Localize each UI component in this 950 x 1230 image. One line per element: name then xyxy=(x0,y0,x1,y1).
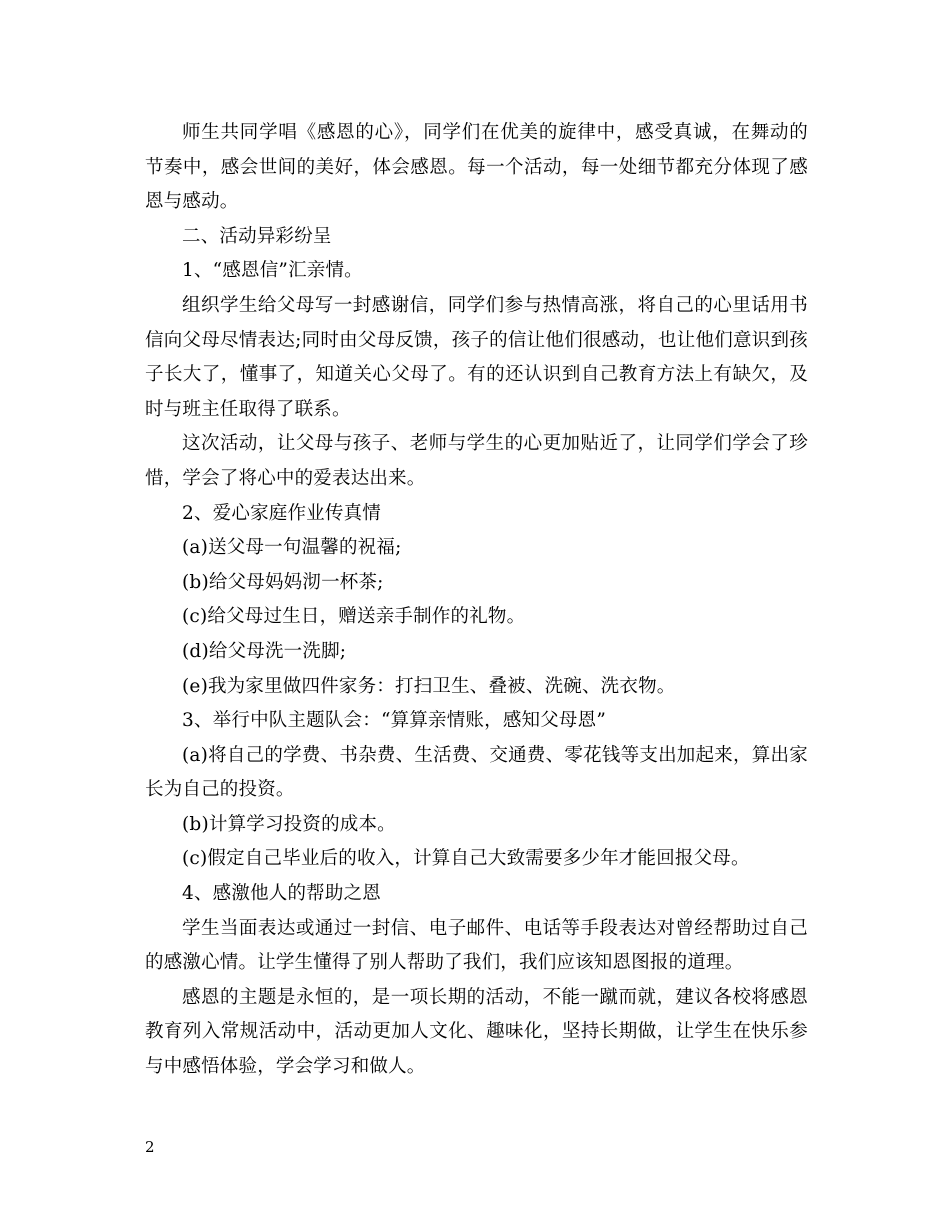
list-item-homework-b: (b)给父母妈妈沏一杯茶; xyxy=(182,571,384,593)
list-item-meeting-c: (c)假定自己毕业后的收入，计算自己大致需要多少年才能回报父母。 xyxy=(182,848,750,870)
paragraph-activity-result: 这次活动，让父母与孩子、老师与学生的心更加贴近了，让同学们学会了珍惜，学会了将心中的爱表达出来。 xyxy=(145,433,808,489)
section-heading-activities: 二、活动异彩纷呈 xyxy=(182,225,332,247)
document-body xyxy=(145,116,808,1085)
list-item-meeting-a: (a)将自己的学费、书杂费、生活费、交通费、零花钱等支出加起来，算出家长为自己的投资。 xyxy=(145,744,808,801)
paragraph-gratitude-help: 学生当面表达或通过一封信、电子邮件、电话等手段表达对曾经帮助过自己的感激心情。让学生懂得了别人帮助了我们，我们应该知恩图报的道理。 xyxy=(145,917,808,974)
subheading-thank-you-letter: 1、“感恩信”汇亲情。 xyxy=(182,260,363,282)
subheading-gratitude-help: 4、感激他人的帮助之恩 xyxy=(182,883,381,905)
list-item-homework-c: (c)给父母过生日，赠送亲手制作的礼物。 xyxy=(182,606,526,628)
list-item-meeting-b: (b)计算学习投资的成本。 xyxy=(182,813,396,835)
paragraph-intro-song: 师生共同学唱《感恩的心》，同学们在优美的旋律中，感受真诚，在舞动的节奏中，感会世间的美好，体会感恩。每一个活动，每一处细节都充分体现了感恩与感动。 xyxy=(145,122,808,213)
list-item-homework-e: (e)我为家里做四件家务：打扫卫生、叠被、洗碗、洗衣物。 xyxy=(182,675,676,697)
paragraph-thank-you-letter: 组织学生给父母写一封感谢信，同学们参与热情高涨，将自己的心里话用书信向父母尽情表达;同时由父母反馈，孩子的信让他们很感动，也让他们意识到孩子长大了，懂事了，知道关心父母了。有的还认识到自己教育方法上有缺欠，及时与班主任取得了联系。 xyxy=(145,294,808,420)
page-number: 2 xyxy=(145,1138,155,1156)
paragraph-conclusion: 感恩的主题是永恒的，是一项长期的活动，不能一蹴而就，建议各校将感恩教育列入常规活动中，活动更加人文化、趣味化，坚持长期做，让学生在快乐参与中感悟体验，学会学习和做人。 xyxy=(145,986,808,1078)
list-item-homework-a: (a)送父母一句温馨的祝福; xyxy=(182,537,402,559)
list-item-homework-d: (d)给父母洗一洗脚; xyxy=(182,640,347,662)
subheading-team-meeting: 3、举行中队主题队会：“算算亲情账，感知父母恩” xyxy=(182,710,606,732)
subheading-family-homework: 2、爱心家庭作业传真情 xyxy=(182,502,381,524)
